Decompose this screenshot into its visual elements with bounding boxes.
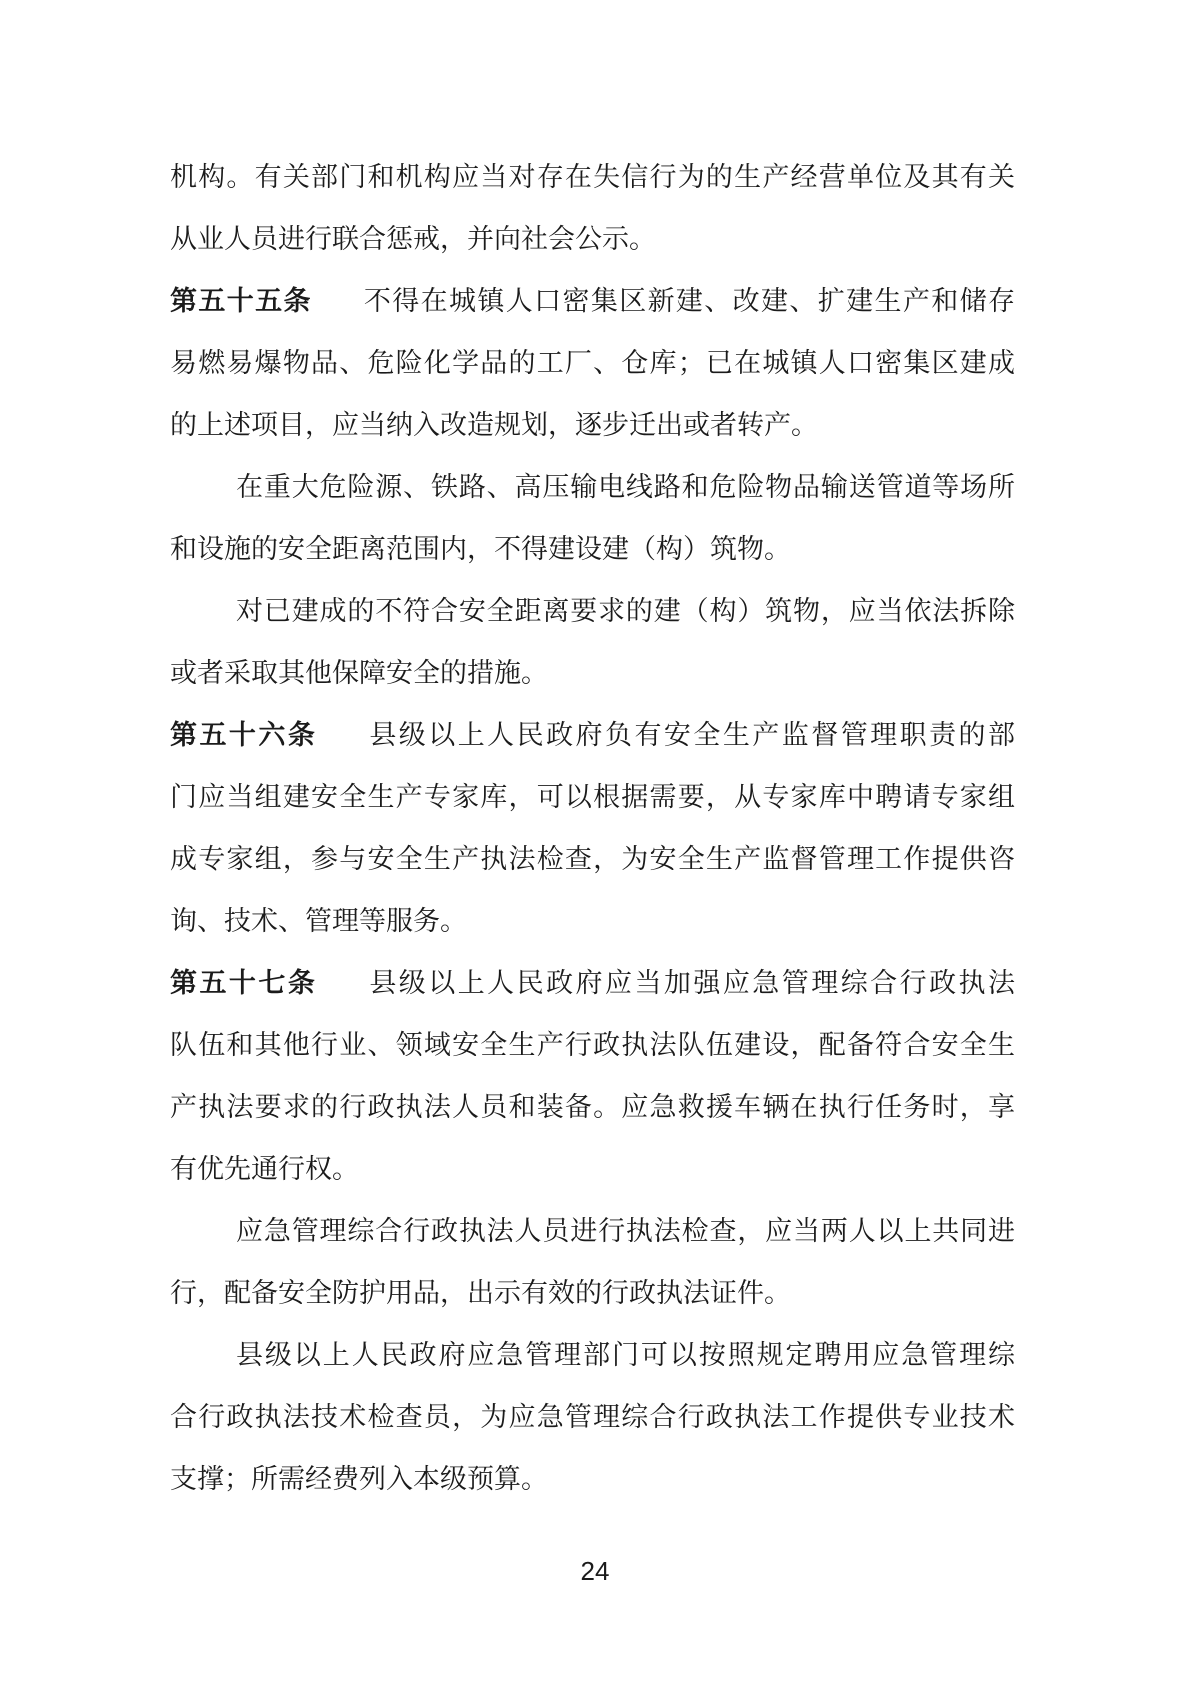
text-line: 在重大危险源、铁路、高压输电线路和危险物品输送管道等场所: [236, 472, 1015, 502]
text-line: 成专家组，参与安全生产执法检查，为安全生产监督管理工作提供咨: [170, 844, 1015, 874]
text-line: 对已建成的不符合安全距离要求的建（构）筑物，应当依法拆除: [236, 596, 1015, 626]
text-line: 产执法要求的行政执法人员和装备。应急救援车辆在执行任务时，享: [170, 1092, 1015, 1122]
article-heading-line: 第五十七条 县级以上人民政府应当加强应急管理综合行政执法: [170, 968, 1016, 998]
text-line: 县级以上人民政府应急管理部门可以按照规定聘用应急管理综: [236, 1340, 1015, 1370]
text-line: 行，配备安全防护用品，出示有效的行政执法证件。: [170, 1278, 791, 1308]
text-line: 门应当组建安全生产专家库，可以根据需要，从专家库中聘请专家组: [170, 782, 1015, 812]
text-line: 支撑；所需经费列入本级预算。: [170, 1464, 548, 1494]
document-body: [170, 146, 1015, 1510]
text-line: 队伍和其他行业、领域安全生产行政执法队伍建设，配备符合安全生: [170, 1030, 1015, 1060]
text-line: 和设施的安全距离范围内，不得建设建（构）筑物。: [170, 534, 791, 564]
article-number: 第五十五条: [170, 286, 312, 316]
article-heading-line: 第五十六条 县级以上人民政府负有安全生产监督管理职责的部: [170, 720, 1016, 750]
text-line: 的上述项目，应当纳入改造规划，逐步迁出或者转产。: [170, 410, 818, 440]
text-line: 询、技术、管理等服务。: [170, 906, 467, 936]
text-line: 从业人员进行联合惩戒，并向社会公示。: [170, 224, 656, 254]
page-footer: [0, 1556, 1190, 1587]
article-number: 第五十七条: [170, 968, 318, 998]
text-line: 有优先通行权。: [170, 1154, 359, 1184]
text-line: 机构。有关部门和机构应当对存在失信行为的生产经营单位及其有关: [170, 162, 1015, 192]
text-line: 合行政执法技术检查员，为应急管理综合行政执法工作提供专业技术: [170, 1402, 1015, 1432]
page-number: 24: [580, 1556, 610, 1586]
article-number: 第五十六条: [170, 720, 318, 750]
text-line: 易燃易爆物品、危险化学品的工厂、仓库；已在城镇人口密集区建成: [170, 348, 1015, 378]
text-line: 或者采取其他保障安全的措施。: [170, 658, 548, 688]
text-line: 应急管理综合行政执法人员进行执法检查，应当两人以上共同进: [236, 1216, 1015, 1246]
article-heading-line: 第五十五条 不得在城镇人口密集区新建、改建、扩建生产和储存: [170, 286, 1016, 316]
